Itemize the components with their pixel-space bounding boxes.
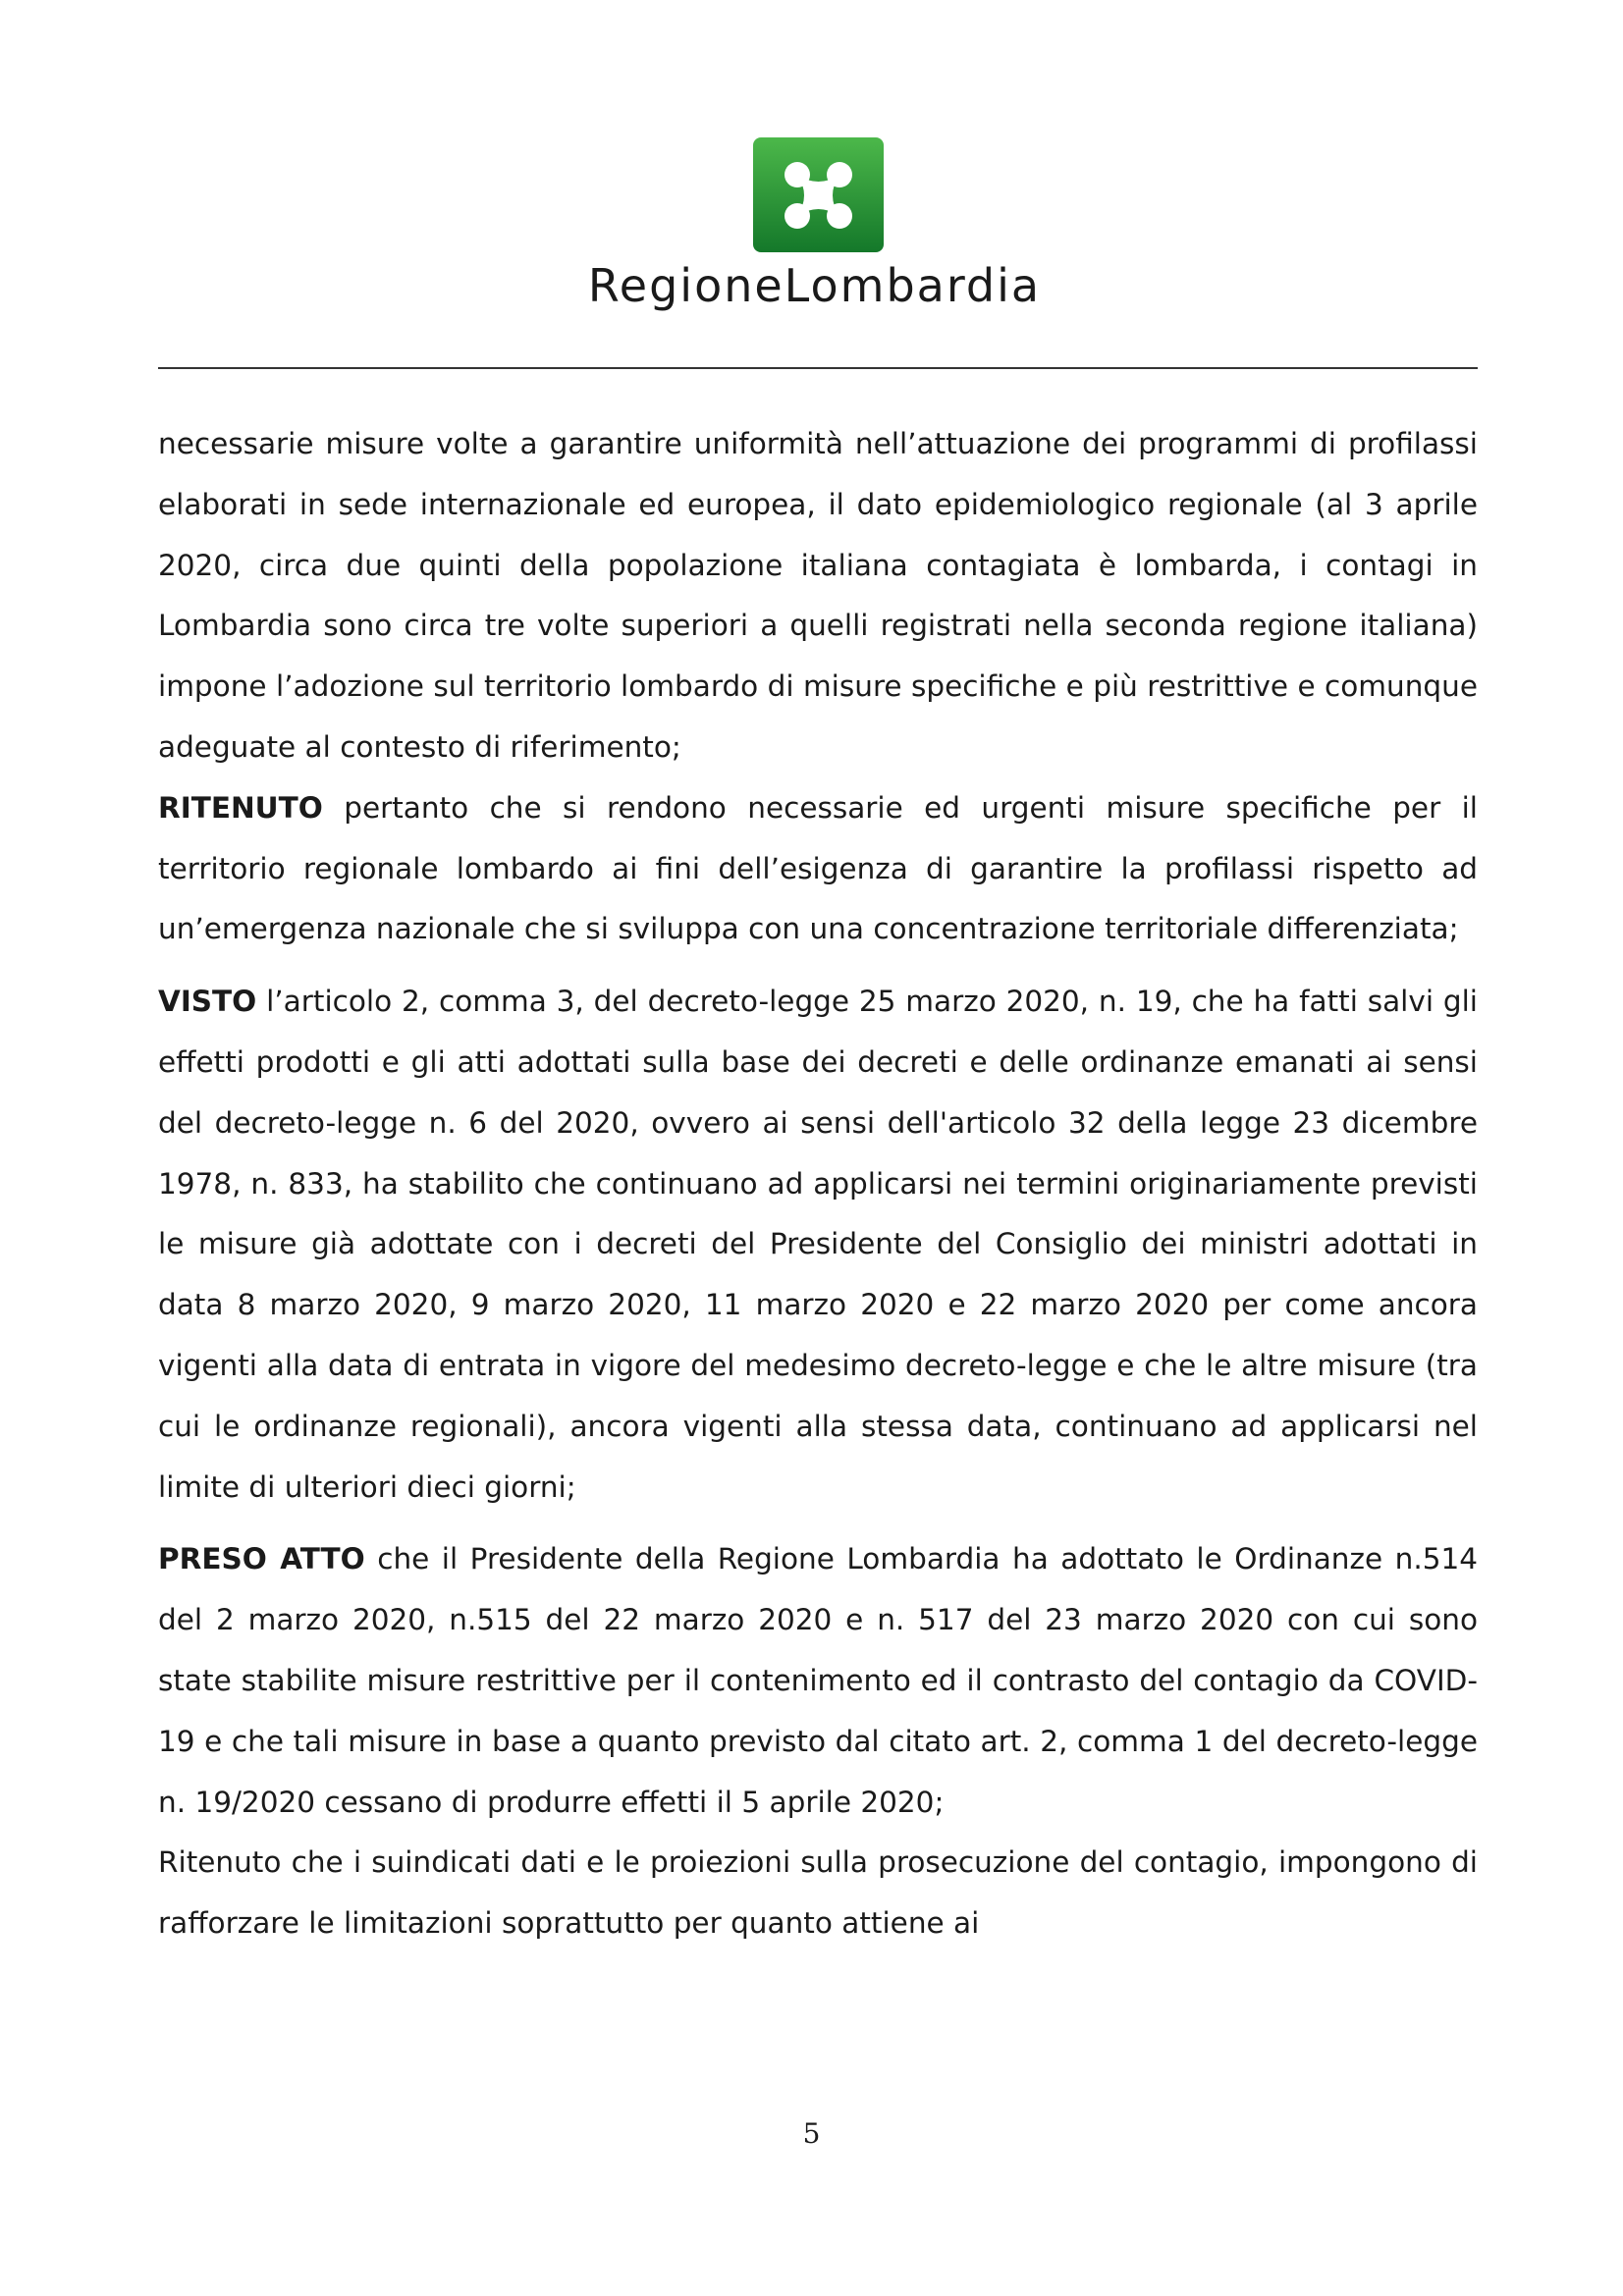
page-header: [0, 0, 1623, 373]
paragraph-lead: RITENUTO: [158, 790, 323, 825]
paragraph: [158, 1529, 1478, 1833]
paragraph: [158, 778, 1478, 960]
paragraph: [158, 972, 1478, 1518]
paragraph-text: necessarie misure volte a garantire uniformità nell’attuazione dei programmi di profilassi elaborati in sede internazionale ed europea, il dato epidemiologico regionale (al 3 aprile 2020, circa due quinti della popolazione italiana contagiata è lombarda, i contagi in Lombardia sono circa tre volte superiori a quelli registrati nella seconda regione italiana) impone l’adozione sul territorio lombardo di misure specifiche e più restrittive e comunque adeguate al contesto di riferimento;: [158, 427, 1478, 764]
paragraph-text: Ritenuto che i suindicati dati e le proiezioni sulla prosecuzione del contagio, impongono di rafforzare le limitazioni soprattutto per quanto attiene ai: [158, 1845, 1478, 1941]
page-number: 5: [802, 2117, 821, 2150]
paragraph-lead: VISTO: [158, 985, 257, 1019]
paragraph-text: che il Presidente della Regione Lombardia ha adottato le Ordinanze n.514 del 2 marzo 2020, n.515 del 22 marzo 2020 e n. 517 del 23 marzo 2020 con cui sono state stabilite misure restrittive per il contenimento ed il contrasto del contagio da COVID-19 e che tali misure in base a quanto previsto dal citato art. 2, comma 1 del decreto-legge n. 19/2020 cessano di produrre effetti il 5 aprile 2020;: [158, 1542, 1479, 1819]
paragraph: [158, 414, 1478, 778]
logo-wordmark: RegioneLombardia: [587, 259, 1042, 312]
paragraph-lead: PRESO ATTO: [158, 1542, 365, 1576]
paragraph-text: l’articolo 2, comma 3, del decreto-legge 25 marzo 2020, n. 19, che ha fatti salvi gli effetti prodotti e gli atti adottati sulla base dei decreti e delle ordinanze emanati ai sensi del decreto-legge n. 6 del 2020, ovvero ai sensi dell'articolo 32 della legge 23 dicembre 1978, n. 833, ha stabilito che continuano ad applicarsi nei termini originariamente previsti le misure già adottate con i decreti del Presidente del Consiglio dei ministri adottati in data 8 marzo 2020, 9 marzo 2020, 11 marzo 2020 e 22 marzo 2020 per come ancora vigenti alla data di entrata in vigore del medesimo decreto-legge e che le altre misure (tra cui le ordinanze regionali), ancora vigenti alla stessa data, continuano ad applicarsi nel limite di ulteriori dieci giorni;: [158, 985, 1478, 1504]
paragraph: [158, 1833, 1478, 1954]
paragraph-text: pertanto che si rendono necessarie ed urgenti misure specifiche per il territorio regionale lombardo ai fini dell’esigenza di garantire la profilassi rispetto ad un’emergenza nazionale che si sviluppa con una concentrazione territoriale differenziata;: [158, 790, 1478, 946]
header-divider: [158, 367, 1478, 369]
regione-lombardia-logo-icon: [753, 137, 884, 252]
document-body: [158, 414, 1478, 1954]
